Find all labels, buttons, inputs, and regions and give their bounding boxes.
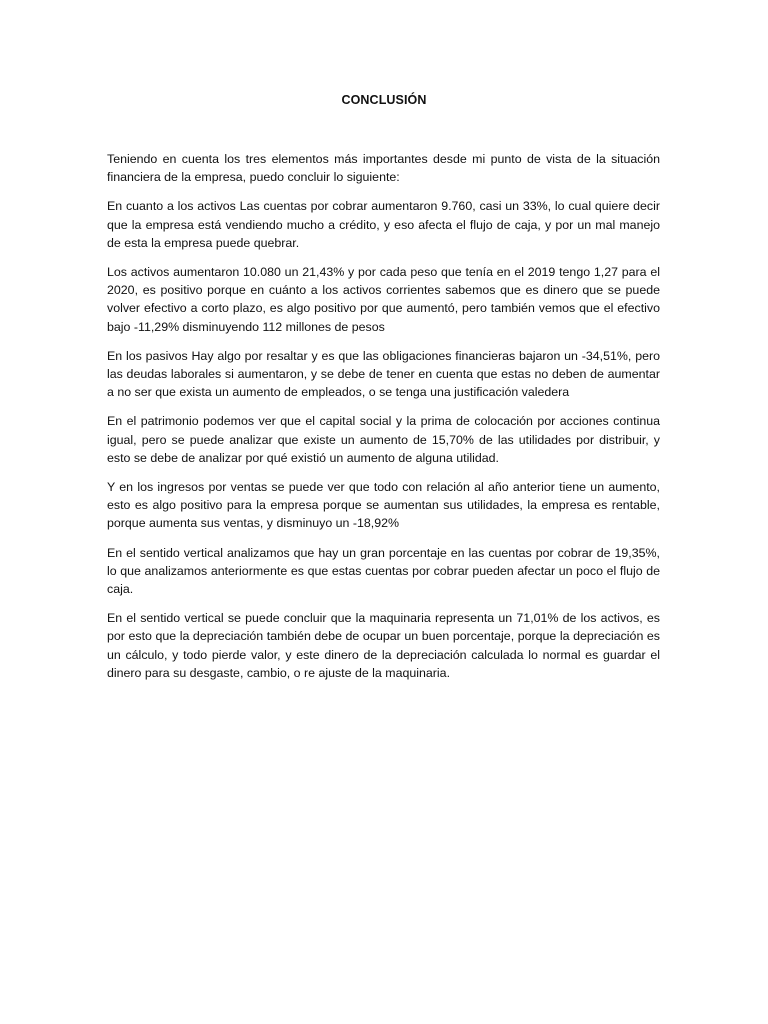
- paragraph-intro: Teniendo en cuenta los tres elementos más importantes desde mi punto de vista de la situación financiera de la empresa, puedo concluir lo siguiente:: [107, 152, 660, 185]
- paragraph-ingresos: Y en los ingresos por ventas se puede ver que todo con relación al año anterior tiene un aumento, esto es algo positivo para la empresa porque se aumentan sus utilidades, la empresa es rentable, porque aumenta sus ventas, y disminuyo un -18,92%: [107, 480, 660, 531]
- paragraph-vertical-maquinaria: En el sentido vertical se puede concluir que la maquinaria representa un 71,01% de los activos, es por esto que la depreciación también debe de ocupar un buen porcentaje, porque la depreciación es un cálculo, y todo pierde valor, y este dinero de la depreciación calculada lo normal es guardar el dinero para su desgaste, cambio, o re ajuste de la maquinaria.: [107, 611, 660, 680]
- paragraph-pasivos: En los pasivos Hay algo por resaltar y es que las obligaciones financieras bajaron un -34,51%, pero las deudas laborales si aumentaron, y se debe de tener en cuenta que estas no deben de aumentar a no ser que exista un aumento de empleados, o se tenga una justificación valedera: [107, 348, 660, 400]
- paragraph-vertical-cuentas: En el sentido vertical analizamos que hay un gran porcentaje en las cuentas por cobrar de 19,35%, lo que analizamos anteriormente es que estas cuentas por cobrar pueden afectar un poco el flujo de caja.: [107, 545, 660, 597]
- document-body: [107, 150, 660, 693]
- paragraph-patrimonio: En el patrimonio podemos ver que el capital social y la prima de colocación por acciones continua igual, pero se puede analizar que existe un aumento de 15,70% de las utilidades por distribuir, y esto se debe de analizar por qué existió un aumento de alguna utilidad.: [107, 414, 660, 465]
- document-title: CONCLUSIÓN: [341, 93, 427, 107]
- paragraph-activos-cuentas: En cuanto a los activos Las cuentas por cobrar aumentaron 9.760, casi un 33%, lo cual quiere decir que la empresa está vendiendo mucho a crédito, y eso afecta el flujo de caja, y por un mal manejo de esta la empresa puede quebrar.: [107, 199, 660, 250]
- paragraph-activos-aumento: Los activos aumentaron 10.080 un 21,43% y por cada peso que tenía en el 2019 tengo 1,27 para el 2020, es positivo porque en cuánto a los activos corrientes sabemos que es dinero que se puede volver efectivo a corto plazo, es algo positivo por que aumentó, pero también vemos que el efectivo bajo -11,29% disminuyendo 112 millones de pesos: [107, 265, 660, 334]
